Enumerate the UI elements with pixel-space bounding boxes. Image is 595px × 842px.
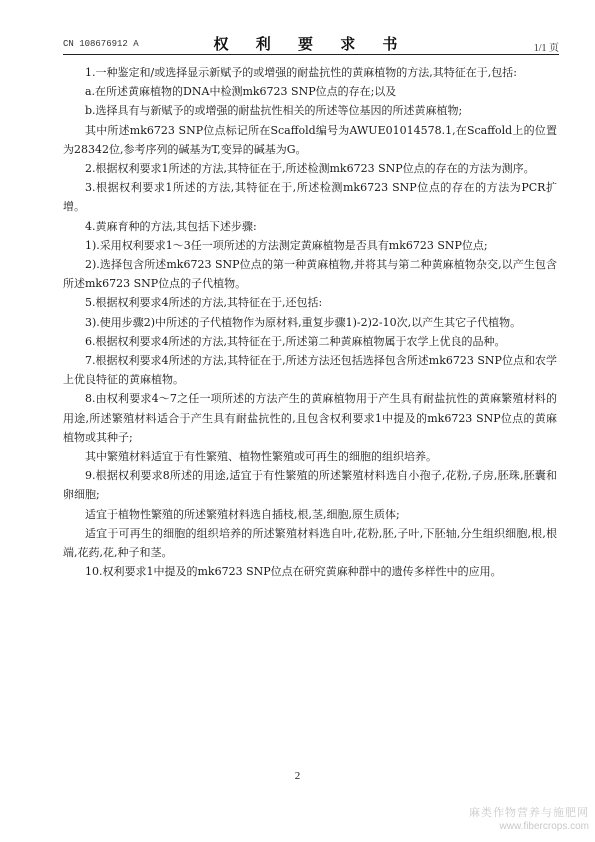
claim-9: 9.根据权利要求8所述的用途,适宜于有性繁殖的所述繁殖材料选自小孢子,花粉,子房,胚珠,胚囊和卵细胞;: [63, 469, 557, 502]
claim-9-tissue-culture: 适宜于可再生的细胞的组织培养的所述繁殖材料选自叶,花粉,胚,子叶,下胚轴,分生组织细胞,根,根端,花药,花,种子和茎。: [63, 526, 557, 560]
page-number: 2: [294, 770, 301, 782]
claim-2: 2.根据权利要求1所述的方法,其特征在于,所述检测mk6723 SNP位点的存在的方法为测序。: [85, 162, 535, 176]
claim-9-vegetative: 适宜于植物性繁殖的所述繁殖材料选自插枝,根,茎,细胞,原生质体;: [85, 507, 400, 521]
claim-5-preamble: 5.根据权利要求4所述的方法,其特征在于,还包括:: [85, 296, 323, 310]
claim-1-step-b: b.选择具有与新赋予的或增强的耐盐抗性相关的所述等位基因的所述黄麻植物;: [85, 104, 463, 118]
claim-1-preamble: 1.一种鉴定和/或选择显示新赋予的或增强的耐盐抗性的黄麻植物的方法,其特征在于,包括:: [85, 66, 517, 79]
claim-4-step-1: 1).采用权利要求1～3任一项所述的方法测定黄麻植物是否具有mk6723 SNP位点;: [85, 238, 488, 252]
publication-number: CN 108676912 A: [63, 39, 139, 49]
site-watermark: [469, 806, 589, 834]
watermark-url: www.fibercrops.com: [499, 821, 589, 832]
claim-6: 6.根据权利要求4所述的方法,其特征在于,所述第二种黄麻植物属于农学上优良的品种。: [85, 334, 506, 348]
claim-5-step-3: 3).使用步骤2)中所述的子代植物作为原材料,重复步骤1)-2)2-10次,以产生其它子代植物。: [85, 315, 522, 329]
claim-8-wherein: 其中繁殖材料适宜于有性繁殖、植物性繁殖或可再生的细胞的组织培养。: [85, 450, 437, 464]
claim-1-wherein: 其中所述mk6723 SNP位点标记所在Scaffold编号为AWUE01014578.1,在Scaffold上的位置为28342位,参考序列的碱基为T,变异的碱基为G。: [63, 123, 557, 156]
page-count: 1/1 页: [533, 43, 559, 54]
watermark-site-name: 麻类作物营养与施肥网: [469, 806, 589, 819]
claim-3: 3.根据权利要求1所述的方法,其特征在于,所述检测mk6723 SNP位点的存在的方法为PCR扩增。: [63, 181, 557, 214]
claim-10: 10.权利要求1中提及的mk6723 SNP位点在研究黄麻种群中的遗传多样性中的应用。: [85, 565, 502, 579]
claim-8: 8.由权利要求4～7之任一项所述的方法产生的黄麻植物用于产生具有耐盐抗性的黄麻繁殖材料的用途,所述繁殖材料适合于产生具有耐盐抗性的,且包含权利要求1中提及的mk6723 SNP位点的黄麻植物或其种子;: [63, 392, 557, 444]
claim-4-preamble: 4.黄麻育种的方法,其包括下述步骤:: [85, 219, 257, 233]
claim-7: 7.根据权利要求4所述的方法,其特征在于,所述方法还包括选择包含所述mk6723 SNP位点和农学上优良特征的黄麻植物。: [63, 354, 557, 387]
claim-1-step-a: a.在所述黄麻植物的DNA中检测mk6723 SNP位点的存在;以及: [85, 85, 397, 99]
page-header: [63, 34, 559, 55]
claim-4-step-2: 2).选择包含所述mk6723 SNP位点的第一种黄麻植物,并将其与第二种黄麻植物杂交,以产生包含所述mk6723 SNP位点的子代植物。: [63, 258, 557, 291]
claims-body: [63, 63, 557, 581]
document-title: 权 利 要 求 书: [213, 35, 409, 53]
